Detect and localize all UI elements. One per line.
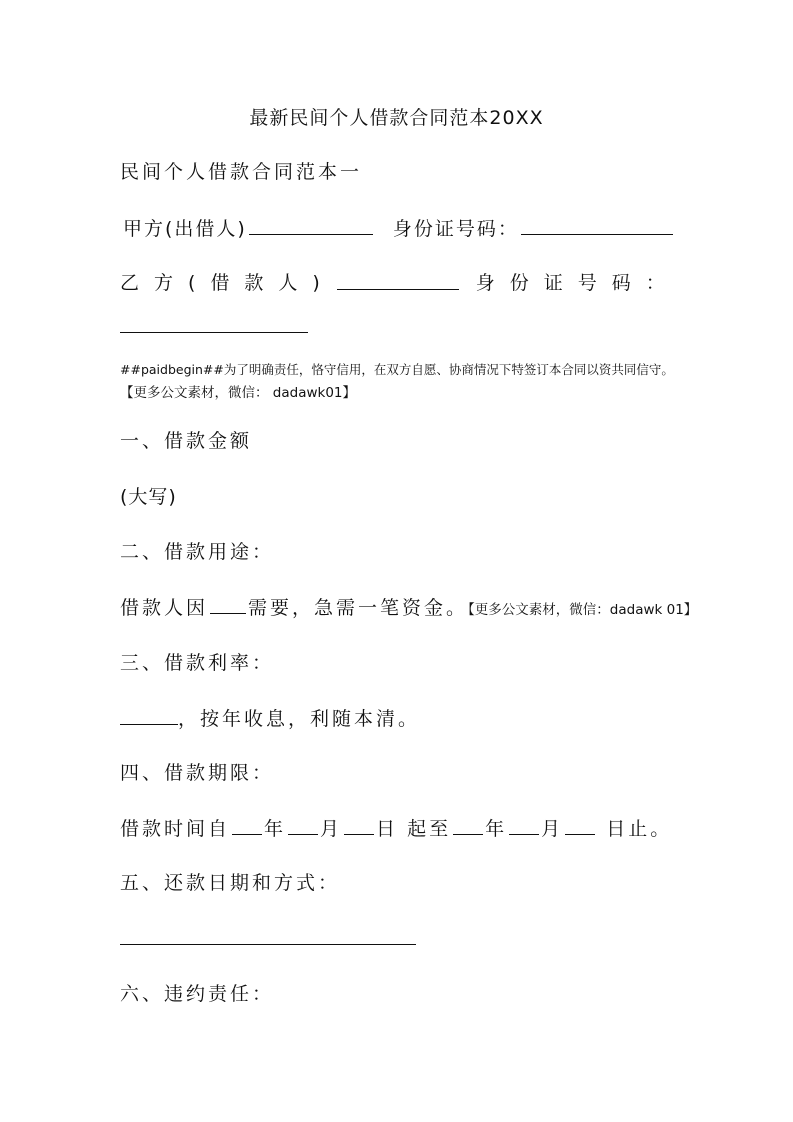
party-a-line <box>123 216 675 241</box>
rate-blank <box>120 706 178 725</box>
term-end: 日止。 <box>606 818 673 840</box>
paid-marker: ##paidbegin## <box>120 362 224 377</box>
party-b-char: 乙 <box>120 272 140 294</box>
party-b-id-blank <box>120 314 308 333</box>
section-2-heading: 二、借款用途： <box>120 541 275 563</box>
party-b-char: ) <box>312 272 320 294</box>
repayment-line <box>120 926 416 951</box>
amount-text: (大写) <box>120 486 177 508</box>
purpose-line <box>120 595 697 622</box>
purpose-suffix: 需要，急需一笔资金。 <box>248 597 469 619</box>
document-title: 最新民间个人借款合同范本20XX <box>249 107 544 129</box>
party-a-id-label: 身份证号码： <box>392 218 519 240</box>
end-month-blank <box>509 816 539 835</box>
preamble-text: 为了明确责任，恪守信用，在双方自愿、协商情况下特签订本合同以资共同信守。 <box>223 362 674 377</box>
end-day-blank <box>565 816 595 835</box>
ad-bracket-2: 【更多公文素材，微信：dadawk 01】 <box>468 602 698 618</box>
repayment-blank <box>120 926 416 945</box>
party-b-char: 份 <box>509 272 529 294</box>
section-6-heading: 六、违约责任： <box>120 983 275 1005</box>
party-b-char: 号 <box>577 272 597 294</box>
end-year-blank <box>453 816 483 835</box>
party-b-char: 人 <box>278 272 298 294</box>
start-month-blank <box>288 816 318 835</box>
term-line <box>120 816 672 841</box>
term-year-label-2: 年 <box>485 818 508 840</box>
section-4-heading: 四、借款期限： <box>120 762 275 784</box>
party-b-char: 码 <box>611 272 631 294</box>
rate-line <box>120 706 420 731</box>
party-a-name-blank <box>249 216 373 235</box>
party-b-char: 方 <box>154 272 174 294</box>
start-day-blank <box>344 816 374 835</box>
party-b-char: 证 <box>543 272 563 294</box>
party-b-char: 款 <box>244 272 264 294</box>
section-1-heading: 一、借款金额 <box>120 430 253 452</box>
section-3-heading: 三、借款利率： <box>120 652 275 674</box>
party-b-char: ： <box>645 272 665 294</box>
contract-subtitle: 民间个人借款合同范本一 <box>120 161 363 183</box>
term-until: 起至 <box>407 818 452 840</box>
party-b-char: 借 <box>210 272 230 294</box>
start-year-blank <box>232 816 262 835</box>
purpose-prefix: 借款人因 <box>120 597 209 619</box>
party-b-line <box>120 271 665 295</box>
party-a-id-blank <box>521 216 673 235</box>
term-day-label: 日 <box>376 818 399 840</box>
party-b-char: 身 <box>475 272 495 294</box>
purpose-blank <box>210 595 246 614</box>
ad-bracket-1: 【更多公文素材，微信： dadawk01】 <box>120 385 357 401</box>
party-b-char: ( <box>188 272 196 294</box>
party-b-name-blank <box>337 271 459 290</box>
term-month-label-2: 月 <box>541 818 564 840</box>
preamble-paragraph <box>120 358 680 405</box>
term-month-label: 月 <box>320 818 343 840</box>
section-5-heading: 五、还款日期和方式： <box>120 872 341 894</box>
rate-suffix: ，按年收息，利随本清。 <box>178 708 421 730</box>
term-year-label: 年 <box>264 818 287 840</box>
term-prefix: 借款时间自 <box>120 818 231 840</box>
party-b-id-line <box>120 314 308 339</box>
party-a-label: 甲方(出借人) <box>123 218 247 240</box>
